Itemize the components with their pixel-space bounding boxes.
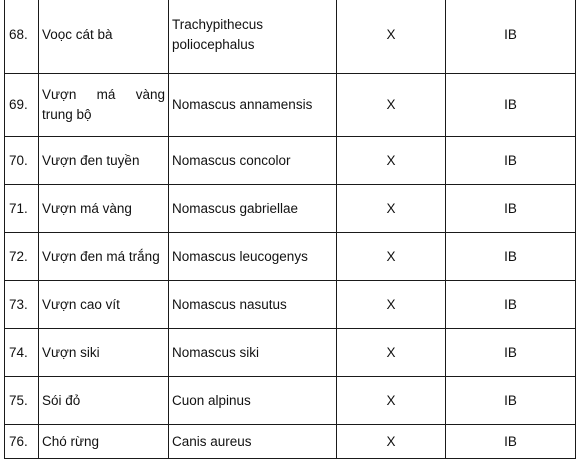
row-number: 71. [5,185,39,233]
group-cell: IB [446,185,576,233]
vietnamese-name: Voọc cát bà [39,0,169,74]
vietnamese-name: Vượn siki [39,329,169,377]
mark-cell: X [337,377,446,425]
table-row [5,0,576,74]
mark-cell: X [337,329,446,377]
scientific-name: Nomascus leucogenys [169,233,337,281]
mark-cell: X [337,233,446,281]
row-number: 72. [5,233,39,281]
table-row [5,281,576,329]
group-cell: IB [446,74,576,137]
vietnamese-name: Vượn cao vít [39,281,169,329]
group-cell: IB [446,281,576,329]
group-cell: IB [446,329,576,377]
group-cell: IB [446,377,576,425]
table-row [5,233,576,281]
row-number: 68. [5,0,39,74]
mark-cell: X [337,425,446,459]
scientific-name: Nomascus nasutus [169,281,337,329]
row-number: 69. [5,74,39,137]
group-cell: IB [446,137,576,185]
table-row [5,185,576,233]
mark-cell: X [337,0,446,74]
scientific-name: Nomascus gabriellae [169,185,337,233]
species-table [4,0,576,459]
mark-cell: X [337,281,446,329]
vietnamese-name: Sói đỏ [39,377,169,425]
row-number: 74. [5,329,39,377]
group-cell: IB [446,0,576,74]
row-number: 70. [5,137,39,185]
scientific-name: Nomascus concolor [169,137,337,185]
row-number: 75. [5,377,39,425]
table-row [5,377,576,425]
table-row [5,425,576,459]
group-cell: IB [446,425,576,459]
scientific-name: Nomascus siki [169,329,337,377]
mark-cell: X [337,74,446,137]
vietnamese-name: Vượn đen má trắng [39,233,169,281]
group-cell: IB [446,233,576,281]
table-row [5,329,576,377]
scientific-name: Trachypithecus poliocephalus [169,0,337,74]
vietnamese-name: Vượn má vàng trung bộ [39,74,169,137]
vietnamese-name: Chó rừng [39,425,169,459]
table-row [5,137,576,185]
scientific-name: Canis aureus [169,425,337,459]
mark-cell: X [337,185,446,233]
mark-cell: X [337,137,446,185]
row-number: 73. [5,281,39,329]
scientific-name: Nomascus annamensis [169,74,337,137]
scientific-name: Cuon alpinus [169,377,337,425]
vietnamese-name: Vượn đen tuyền [39,137,169,185]
vietnamese-name: Vượn má vàng [39,185,169,233]
row-number: 76. [5,425,39,459]
table-row [5,74,576,137]
